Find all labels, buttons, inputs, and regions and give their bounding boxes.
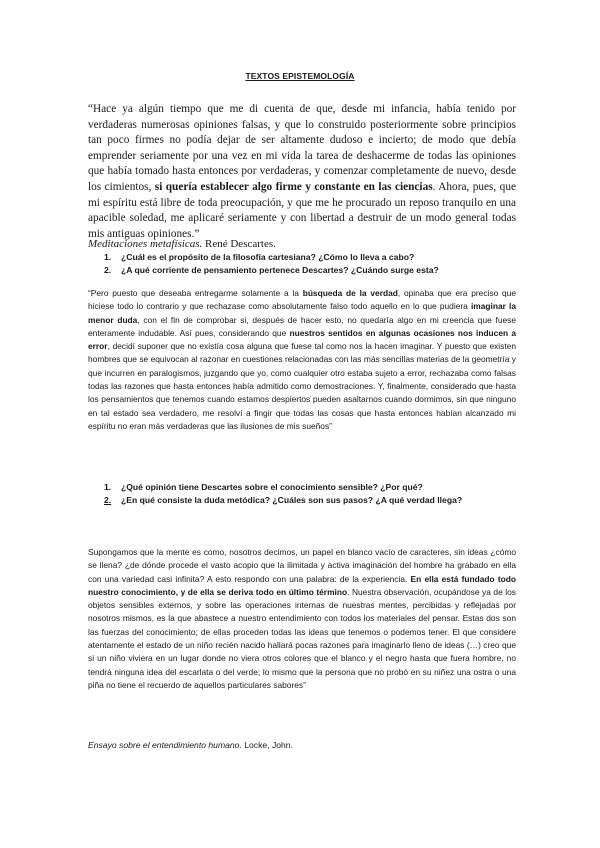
question-number: 1. bbox=[104, 252, 112, 262]
document-title: TEXTOS EPISTEMOLOGÍA bbox=[245, 71, 355, 81]
question-number: 2. bbox=[104, 265, 112, 275]
citation-meditaciones bbox=[88, 238, 276, 250]
questions-list-2 bbox=[104, 481, 462, 507]
quote-text: “Hace ya algún tiempo que me di cuenta de que, desde mi infancia, había tenido por verdaderas numerosas opiniones falsas, y que lo construido posteriormente sobre principios tan poco firmes no podía dejar de ser altamente dudoso e incierto; de modo que debía emprender seriamente por una vez en mi vida la tarea de deshacerme de todas las opiniones que había tomado hasta entonces por verdaderas, y comenzar completamente de nuevo, desde los cimientos, bbox=[88, 103, 516, 193]
quote-text: . Ahora, pues, que mi espíritu está libre de toda preocupación, y que me he procurado un reposo tranquilo en una apacible soledad, me aplicaré seriamente y con libertad a destruir de un modo general todas mis antiguas opiniones.” bbox=[88, 180, 516, 240]
quote-text: , opinaba que era preciso que hiciese todo lo contrario y que rechazase como absolutamente falso todo aquello en lo que pudiera bbox=[88, 288, 516, 312]
question-number: 1. bbox=[104, 482, 112, 492]
citation-work: Meditaciones metafísicas. bbox=[88, 238, 203, 250]
descartes-quote-metodo bbox=[88, 287, 516, 433]
citation-author: René Descartes. bbox=[202, 238, 276, 250]
question-number: 2. bbox=[104, 495, 112, 505]
quote-text: . Nuestra observación, ocupándose ya de los objetos sensibles externos, y sobre las operaciones internas de nuestras mentes, percibidas y reflejadas por nosotros mismos, es la que abastece a nuestro entendimiento con todos los materiales del pensar. Estas dos son las fuerzas del conocimiento; de ellas proceden todas las ideas que tenemos o podemos tener. El que considere atentamente el estado de un niño recién nacido hallará pocas razones para imaginarlo lleno de ideas (…) creo que si un niño viviera en un lugar donde no viera otros colores que el blanco y el negro hasta que fuera hombre, no tendrá ninguna idea del escarlata o del verde; lo mismo que la persona que no probó en su niñez una ostra o una piña no tiene el recuerdo de aquellos particulares sabores” bbox=[88, 586, 516, 690]
citation-ensayo bbox=[88, 740, 293, 750]
quote-highlight: si quería establecer algo firme y constante en las ciencias bbox=[154, 180, 433, 193]
question-item bbox=[104, 481, 462, 494]
quote-highlight: nuestros sentidos en algunas ocasiones nos inducen a error bbox=[88, 327, 516, 352]
quote-text: , decidí suponer que no existía cosa alguna que fuese tal como nos la hacen imaginar. Y puesto que existen hombres que se equivocan al razonar en cuestiones relacionadas con las más sencillas materias de la geometría y que incurren en paralogismos, juzgando que yo, como cualquier otro estaba sujeto a error, rechazaba como falsas todas las razones que hasta entonces había admitido como demostraciones. Y, finalmente, considerado que hasta los pensamientos que tenemos cuando estamos despiertos pueden asaltarnos cuando dormimos, sin que ninguno en tal estado sea verdadero, me resolví a fingir que todas las cosas que hasta entonces habían alcanzado mi espíritu no eran más verdaderas que las ilusiones de mis sueños” bbox=[88, 341, 516, 431]
quote-highlight: imaginar la menor duda bbox=[88, 301, 517, 325]
quote-text: Supongamos que la mente es como, nosotros decimos, un papel en blanco vacío de caracteres, sin ideas ¿cómo se llena? ¿de dónde procede el vasto acopio que la ilimitada y activa imaginación del hombre ha grabado en ella con una variedad casi infinita? A esto respondo con una palabra: de la experiencia. bbox=[88, 547, 516, 584]
question-text: ¿Qué opinión tiene Descartes sobre el conocimiento sensible? ¿Por qué? bbox=[121, 482, 423, 492]
question-item bbox=[104, 494, 462, 507]
quote-text: , con el fin de comprobar si, después de hacer esto, no quedaría algo en mi creencia que fuese enteramente indudable. Así pues, considerando que bbox=[88, 314, 516, 338]
quote-highlight: búsqueda de la verdad bbox=[302, 288, 398, 298]
question-text: ¿A qué corriente de pensamiento pertenece Descartes? ¿Cuándo surge esta? bbox=[121, 265, 439, 275]
question-text: ¿En qué consiste la duda metódica? ¿Cuáles son sus pasos? ¿A qué verdad llega? bbox=[121, 495, 463, 505]
citation-work: Ensayo sobre el entendimiento humano. bbox=[88, 740, 242, 750]
question-item bbox=[104, 251, 439, 264]
locke-quote-ensayo bbox=[88, 546, 516, 692]
descartes-quote-meditaciones bbox=[88, 102, 516, 242]
question-text: ¿Cuál es el propósito de la filosofía cartesiana? ¿Cómo lo lleva a cabo? bbox=[121, 252, 415, 262]
quote-highlight: En ella está fundado todo nuestro conocimiento, y de ella se deriva todo en último término bbox=[88, 573, 517, 597]
questions-list-1 bbox=[104, 251, 439, 277]
question-item bbox=[104, 264, 439, 277]
quote-text: “Pero puesto que deseaba entregarme solamente a la bbox=[88, 288, 299, 298]
citation-author: Locke, John. bbox=[241, 740, 293, 750]
